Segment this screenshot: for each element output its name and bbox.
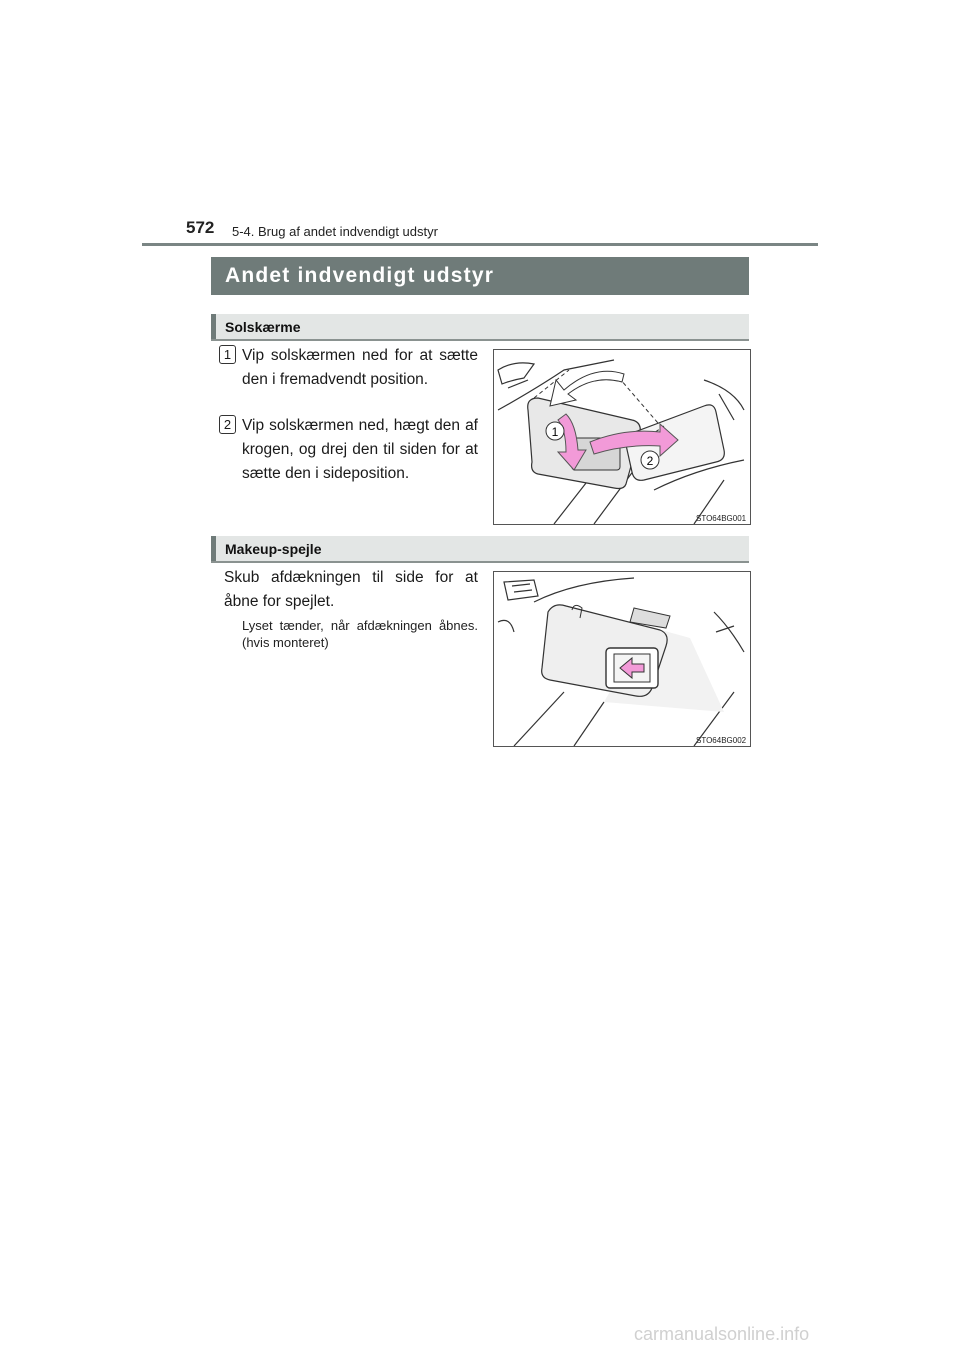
step-text-2: Vip solskærmen ned, hægt den af krogen, og drej den til siden for at sætte den i sideposition. (242, 417, 478, 482)
section-heading-label: Makeup-spejle (225, 541, 322, 557)
section-accent (211, 314, 216, 339)
step-text-1: Vip solskærmen ned for at sætte den i fremadvendt position. (242, 347, 478, 388)
makeup-mirror-figure (493, 571, 751, 747)
figure-id-1: STO64BG001 (696, 514, 747, 523)
makeup-mirror-illustration (494, 572, 750, 746)
figure-id-2: STO64BG002 (696, 736, 747, 745)
section-heading-label: Solskærme (225, 319, 301, 335)
callout-1-label: 1 (551, 425, 559, 439)
watermark: carmanualsonline.info (634, 1324, 810, 1344)
makeup-note: Lyset tænder, når afdækningen åbnes. (hvis monteret) (242, 618, 478, 650)
callout-2-label: 2 (646, 454, 654, 468)
makeup-body-text: Skub afdækningen til side for at åbne for spejlet. (224, 569, 478, 610)
section-heading-solskaerme (211, 314, 749, 341)
page-number: 572 (186, 218, 215, 237)
page-title: Andet indvendigt udstyr (211, 257, 749, 295)
step-number-1: 1 (219, 345, 236, 364)
breadcrumb: 5-4. Brug af andet indvendigt udstyr (232, 224, 438, 239)
section-heading-makeup-spejle (211, 536, 749, 563)
sun-visor-figure (493, 349, 751, 525)
section-accent (211, 536, 216, 561)
header-divider (142, 243, 818, 246)
sun-visor-illustration (494, 350, 750, 524)
step-number-2: 2 (219, 415, 236, 434)
